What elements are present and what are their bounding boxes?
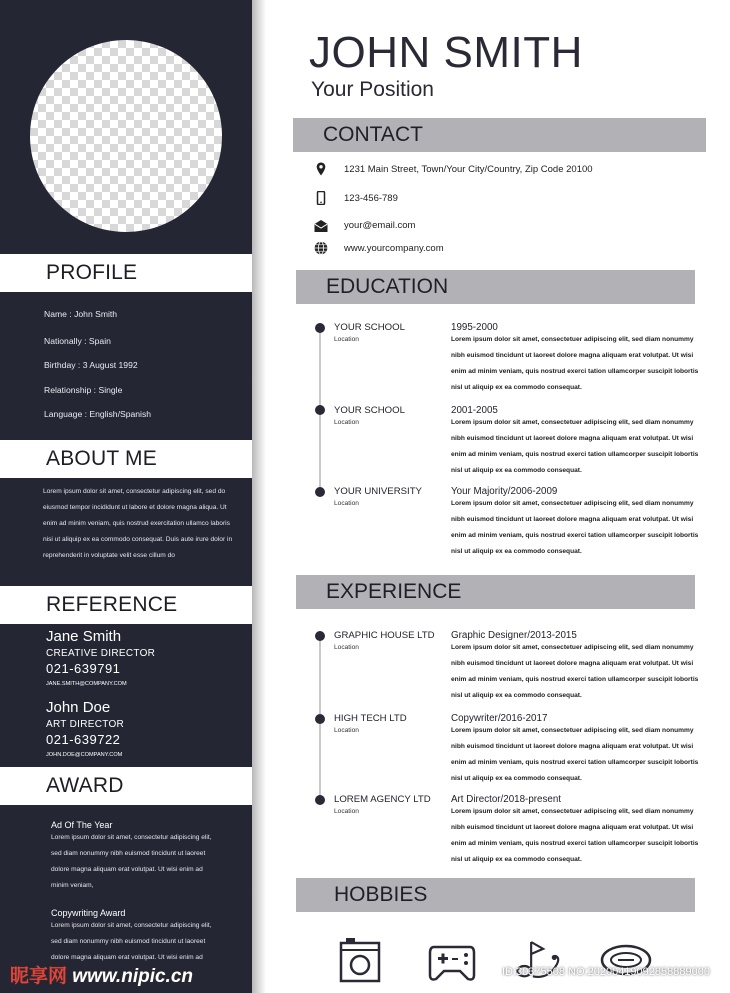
education-description-line: Lorem ipsum dolor sit amet, consectetuer adipiscing elit, sed diam nonummy [451, 419, 694, 426]
experience-description-line: Lorem ipsum dolor sit amet, consectetuer adipiscing elit, sed diam nonummy [451, 808, 694, 815]
education-description-line: Lorem ipsum dolor sit amet, consectetuer adipiscing elit, sed diam nonummy [451, 500, 694, 507]
award-title: Copywriting Award [51, 908, 126, 918]
education-description-line: enim ad minim veniam, quis nostrud exerci tation ullamcorper suscipit lobortis [451, 451, 699, 458]
experience-description-line: nibh euismod tincidunt ut laoreet dolore magna aliquam erat volutpat. Ut wisi [451, 743, 694, 750]
experience-description-line: Lorem ipsum dolor sit amet, consectetuer adipiscing elit, sed diam nonummy [451, 727, 694, 734]
section-title-reference: REFERENCE [0, 586, 252, 624]
section-title-experience: EXPERIENCE [296, 575, 695, 609]
timeline-dot [315, 405, 325, 415]
experience-description-line: enim ad minim veniam, quis nostrud exerci tation ullamcorper suscipit lobortis [451, 676, 699, 683]
award-text-line: Lorem ipsum dolor sit amet, consectetur adipiscing elit, [51, 922, 212, 929]
reference-title: ART DIRECTOR [46, 719, 125, 730]
reference-phone: 021-639722 [46, 732, 121, 747]
profile-name: Name : John Smith [44, 309, 118, 319]
education-location: Location [334, 419, 359, 426]
contact-email: your@email.com [344, 220, 416, 231]
experience-description-line: nisl ut aliquip ex ea commodo consequat. [451, 775, 582, 782]
education-school: YOUR UNIVERSITY [334, 486, 422, 497]
sidebar-shadow [252, 0, 266, 993]
experience-description-line: nisl ut aliquip ex ea commodo consequat. [451, 692, 582, 699]
experience-role-date: Graphic Designer/2013-2015 [451, 630, 577, 641]
education-description-line: nisl ut aliquip ex ea commodo consequat. [451, 467, 582, 474]
reference-title: CREATIVE DIRECTOR [46, 648, 156, 659]
contact-address: 1231 Main Street, Town/Your City/Country, Zip Code 20100 [344, 164, 593, 175]
watermark-id: ID:30375508 NO:20200419092858889000 [502, 966, 710, 978]
experience-description-line: nibh euismod tincidunt ut laoreet dolore magna aliquam erat volutpat. Ut wisi [451, 824, 694, 831]
experience-description-line: nisl ut aliquip ex ea commodo consequat. [451, 856, 582, 863]
education-location: Location [334, 336, 359, 343]
award-text-line: Lorem ipsum dolor sit amet, consectetur adipiscing elit, [51, 834, 212, 841]
timeline-dot [315, 714, 325, 724]
experience-description-line: nibh euismod tincidunt ut laoreet dolore magna aliquam erat volutpat. Ut wisi [451, 660, 694, 667]
about-text-line: Lorem ipsum dolor sit amet, consectetur adipiscing elit, sed do [43, 488, 226, 495]
reference-phone: 021-639791 [46, 661, 121, 676]
watermark-site: www.nipic.cn [72, 966, 193, 987]
education-date: 2001-2005 [451, 405, 498, 416]
award-text-line: dolore magna aliquam erat volutpat. Ut wisi enim ad [51, 866, 203, 873]
profile-birthday: Birthday : 3 August 1992 [44, 360, 138, 370]
timeline-dot [315, 795, 325, 805]
experience-role-date: Copywriter/2016-2017 [451, 713, 548, 724]
education-description-line: enim ad minim veniam, quis nostrud exerci tation ullamcorper suscipit lobortis [451, 532, 699, 539]
email-icon [314, 219, 328, 233]
profile-nationality: Nationally : Spain [44, 336, 111, 346]
award-text-line: sed diam nonummy nibh euismod tincidunt ut laoreet [51, 938, 206, 945]
experience-role-date: Art Director/2018-present [451, 794, 561, 805]
about-text-line: enim ad minim veniam, quis nostrud exercitation ullamco laboris [43, 520, 230, 527]
about-text-line: eiusmod tempor incididunt ut labore et dolore magna aliqua. Ut [43, 504, 227, 511]
education-school: YOUR SCHOOL [334, 322, 405, 333]
experience-location: Location [334, 727, 359, 734]
education-description-line: nibh euismod tincidunt ut laoreet dolore magna aliquam erat volutpat. Ut wisi [451, 352, 694, 359]
education-school: YOUR SCHOOL [334, 405, 405, 416]
watermark-brand-name: 昵享网 [10, 966, 68, 987]
experience-company: LOREM AGENCY LTD [334, 794, 431, 805]
contact-phone: 123-456-789 [344, 193, 398, 204]
candidate-position: Your Position [311, 78, 434, 101]
about-text-line: nisi ut aliquip ex ea commodo consequat. Duis aute irure dolor in [43, 536, 233, 543]
about-text-line: reprehenderit in voluptate velit esse cillum do [43, 552, 175, 559]
experience-company: HIGH TECH LTD [334, 713, 407, 724]
education-location: Location [334, 500, 359, 507]
education-description-line: nisl ut aliquip ex ea commodo consequat. [451, 384, 582, 391]
award-title: Ad Of The Year [51, 820, 113, 830]
reference-email: JANE.SMITH@COMPANY.COM [46, 681, 127, 687]
sidebar [0, 0, 252, 993]
globe-icon [314, 241, 328, 255]
watermark-brand [10, 961, 193, 988]
contact-website: www.yourcompany.com [344, 243, 444, 254]
award-text-line: sed diam nonummy nibh euismod tincidunt ut laoreet [51, 850, 206, 857]
location-pin-icon [314, 162, 328, 176]
candidate-name: JOHN SMITH [309, 28, 583, 77]
experience-location: Location [334, 644, 359, 651]
experience-description-line: enim ad minim veniam, quis nostrud exerci tation ullamcorper suscipit lobortis [451, 759, 699, 766]
reference-email: JOHN.DOE@COMPANY.COM [46, 752, 123, 758]
education-description-line: nisl ut aliquip ex ea commodo consequat. [451, 548, 582, 555]
section-title-contact: CONTACT [293, 118, 706, 152]
experience-company: GRAPHIC HOUSE LTD [334, 630, 435, 641]
experience-description-line: Lorem ipsum dolor sit amet, consectetuer adipiscing elit, sed diam nonummy [451, 644, 694, 651]
education-description-line: nibh euismod tincidunt ut laoreet dolore magna aliquam erat volutpat. Ut wisi [451, 435, 694, 442]
reference-name: Jane Smith [46, 628, 122, 645]
education-description-line: nibh euismod tincidunt ut laoreet dolore magna aliquam erat volutpat. Ut wisi [451, 516, 694, 523]
education-description-line: enim ad minim veniam, quis nostrud exerci tation ullamcorper suscipit lobortis [451, 368, 699, 375]
award-text-line: minim veniam, [51, 882, 94, 889]
experience-location: Location [334, 808, 359, 815]
profile-relationship: Relationship : Single [44, 385, 123, 395]
timeline-dot [315, 323, 325, 333]
timeline-dot [315, 487, 325, 497]
camera-icon [336, 935, 384, 985]
award-text-line: dolore magna aliquam erat volutpat. Ut wisi enim ad [51, 954, 203, 961]
section-title-hobbies: HOBBIES [296, 878, 695, 912]
experience-description-line: enim ad minim veniam, quis nostrud exerci tation ullamcorper suscipit lobortis [451, 840, 699, 847]
timeline-dot [315, 631, 325, 641]
section-title-education: EDUCATION [296, 270, 695, 304]
education-date: Your Majority/2006-2009 [451, 486, 558, 497]
section-title-profile: PROFILE [0, 254, 252, 292]
education-date: 1995-2000 [451, 322, 498, 333]
section-title-about: ABOUT ME [0, 440, 252, 478]
education-description-line: Lorem ipsum dolor sit amet, consectetuer adipiscing elit, sed diam nonummy [451, 336, 694, 343]
section-title-award: AWARD [0, 767, 252, 805]
reference-name: John Doe [46, 699, 111, 716]
profile-photo-placeholder [30, 40, 222, 232]
phone-icon [314, 191, 328, 205]
gamepad-icon [428, 935, 476, 985]
profile-language: Language : English/Spanish [44, 409, 152, 419]
